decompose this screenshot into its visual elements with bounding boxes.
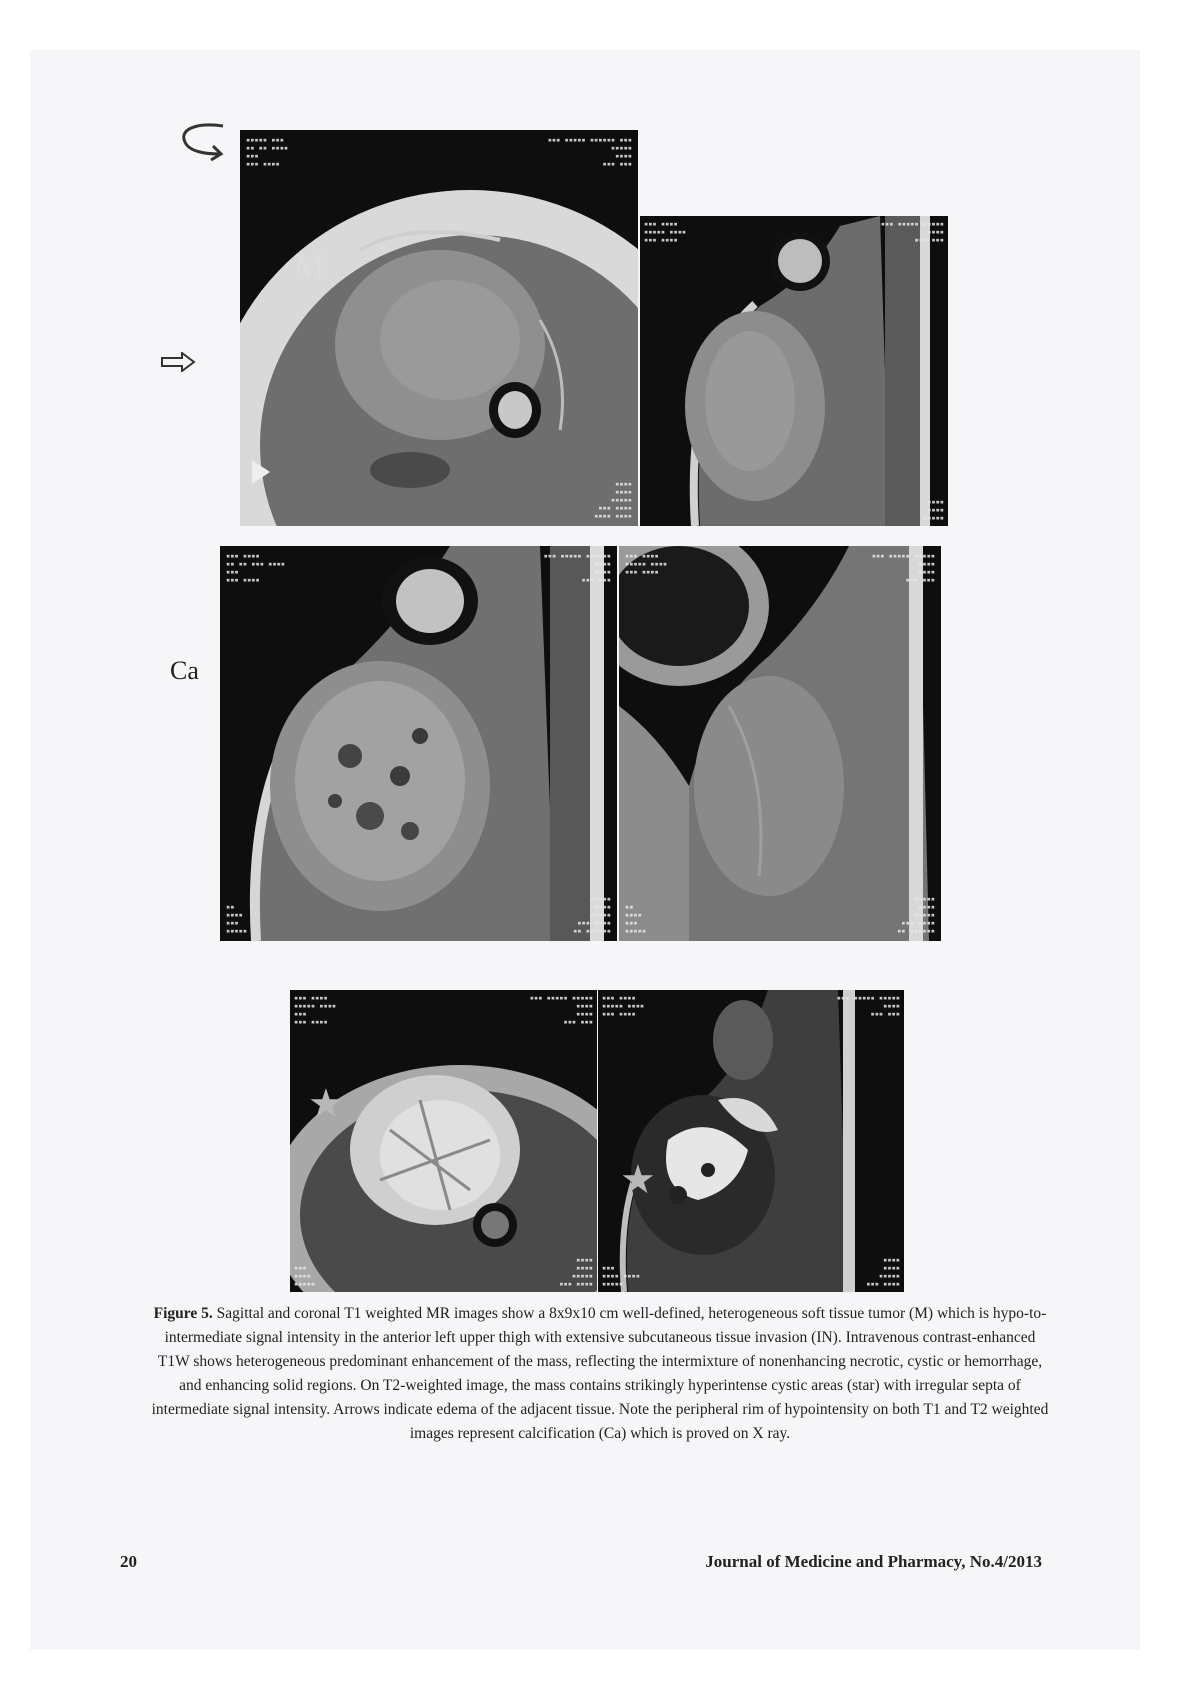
figure-caption: [150, 1302, 1050, 1446]
mri-sagittal-t2-panel: ▪▪▪ ▪▪▪▪ ▪▪▪▪▪ ▪▪▪▪ ▪▪▪ ▪▪▪▪ ▪▪▪ ▪▪▪▪▪ ▪▪▪▪▪ ▪▪▪▪ ▪▪▪ ▪▪▪ ▪▪▪ ▪▪▪▪ ▪▪▪▪ ▪▪▪▪▪ ▪▪▪▪ ▪▪▪▪ ▪▪▪▪▪ ▪▪▪ ▪▪▪▪: [598, 990, 904, 1292]
curved-arrow-icon: [175, 118, 231, 168]
page-number: 20: [120, 1552, 137, 1571]
mri-coronal-t1-contrast-panel: ▪▪▪ ▪▪▪▪ ▪▪▪▪▪ ▪▪▪▪ ▪▪▪ ▪▪▪▪ ▪▪▪ ▪▪▪▪▪ ▪▪▪▪▪ ▪▪▪▪ ▪▪▪▪ ▪▪▪ ▪▪▪ ▪▪ ▪▪▪▪ ▪▪▪ ▪▪▪▪▪ ▪▪▪▪▪ ▪▪▪▪ ▪▪▪▪▪ ▪▪▪ ▪▪▪▪ ▪▪ ▪▪▪▪▪▪: [619, 546, 941, 941]
mass-label: M: [294, 248, 325, 285]
star-icon: ★: [620, 1157, 656, 1202]
mri-sagittal-t1-contrast-panel: ▪▪▪ ▪▪▪▪ ▪▪ ▪▪ ▪▪▪ ▪▪▪▪ ▪▪▪ ▪▪▪ ▪▪▪▪ ▪▪▪ ▪▪▪▪▪ ▪▪▪▪▪▪ ▪▪▪▪ ▪▪▪▪ ▪▪▪ ▪▪▪ ▪▪ ▪▪▪▪ ▪▪▪ ▪▪▪▪▪ ▪▪▪▪▪ ▪▪▪▪ ▪▪▪▪▪ ▪▪▪ ▪▪▪▪ ▪▪ ▪▪▪▪▪▪: [220, 546, 617, 941]
star-icon: ★: [308, 1081, 344, 1126]
mri-axial-t1-panel: ▪▪▪▪▪ ▪▪▪ ▪▪ ▪▪ ▪▪▪▪ ▪▪▪ ▪▪▪ ▪▪▪▪ ▪▪▪ ▪▪▪▪▪ ▪▪▪▪▪▪ ▪▪▪ ▪▪▪▪▪ ▪▪▪▪ ▪▪▪ ▪▪▪ ▪▪▪▪ ▪▪▪▪ ▪▪▪▪▪ ▪▪▪ ▪▪▪▪ ▪▪▪▪ ▪▪▪▪: [240, 130, 638, 526]
right-arrow-icon: [160, 352, 196, 372]
play-triangle-icon: [252, 460, 270, 484]
mri-axial-t2-panel: ▪▪▪ ▪▪▪▪ ▪▪▪▪▪ ▪▪▪▪ ▪▪▪ ▪▪▪ ▪▪▪▪ ▪▪▪ ▪▪▪▪▪ ▪▪▪▪▪ ▪▪▪▪ ▪▪▪▪ ▪▪▪ ▪▪▪ ▪▪▪ ▪▪▪▪ ▪▪▪▪▪ ▪▪▪▪ ▪▪▪▪ ▪▪▪▪▪ ▪▪▪ ▪▪▪▪: [290, 990, 597, 1292]
calcification-label: Ca: [170, 656, 199, 685]
journal-name: Journal of Medicine and Pharmacy, No.4/2013: [705, 1552, 1042, 1571]
figure-caption-text: Sagittal and coronal T1 weighted MR images show a 8x9x10 cm well-defined, heterogeneous soft tissue tumor (M) which is hypo-to-intermediate signal intensity in the anterior left upper thigh with extensive subcutaneous tissue invasion (IN). Intravenous contrast-enhanced T1W shows heterogeneous predominant enhancement of the mass, reflecting the intermixture of nonenhancing necrotic, cystic or hemorrhage, and enhancing solid regions. On T2-weighted image, the mass contains strikingly hyperintense cystic areas (star) with irregular septa of intermediate signal intensity. Arrows indicate edema of the adjacent tissue. Note the peripheral rim of hypointensity on both T1 and T2 weighted images represent calcification (Ca) which is proved on X ray.: [151, 1305, 1049, 1442]
mri-sagittal-t1-panel: ▪▪▪ ▪▪▪▪ ▪▪▪▪▪ ▪▪▪▪ ▪▪▪ ▪▪▪▪ ▪▪▪ ▪▪▪▪▪ ▪▪▪▪▪ ▪▪▪▪ ▪▪▪ ▪▪▪ ▪▪▪▪ ▪▪▪▪ ▪▪▪▪▪: [640, 216, 948, 526]
figure-number: Figure 5.: [153, 1305, 213, 1322]
